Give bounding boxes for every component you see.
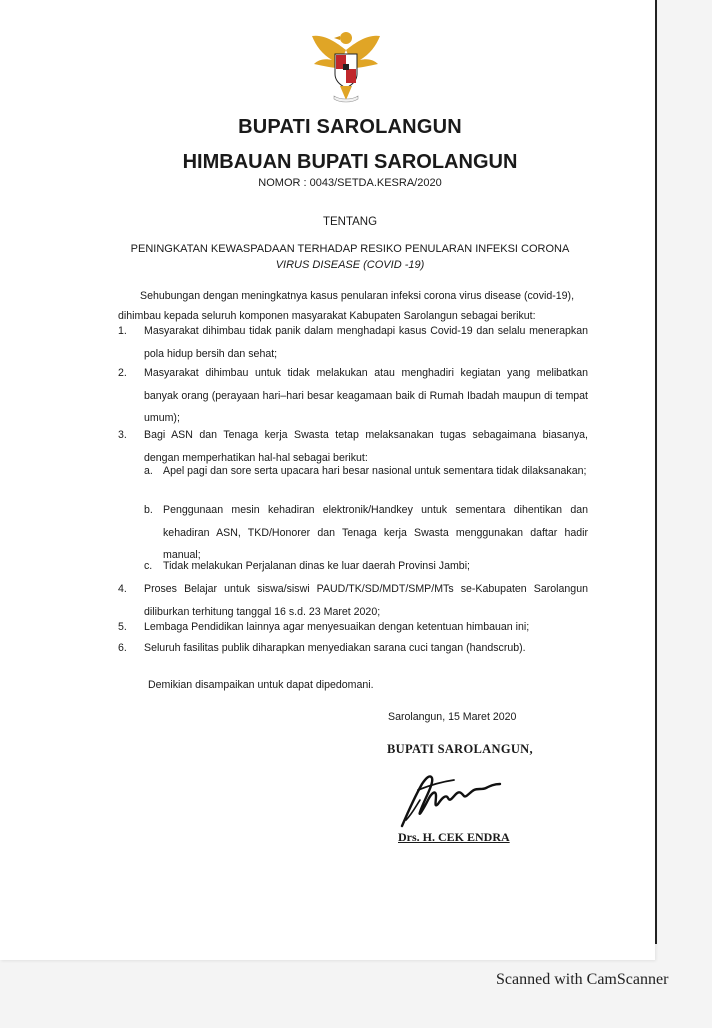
list-item-number: 3. <box>118 429 127 441</box>
intro-line-2: dihimbau kepada seluruh komponen masyarakat Kabupaten Sarolangun sebagai berikut: <box>118 310 536 322</box>
handwritten-signature <box>394 760 514 832</box>
closing-statement: Demikian disampaikan untuk dapat dipedomani. <box>148 679 374 691</box>
document-title: BUPATI SAROLANGUN <box>238 116 462 138</box>
list-item <box>118 637 588 660</box>
list-item-number: 6. <box>118 642 127 654</box>
list-item-text: Masyarakat dihimbau untuk tidak melakukan atau menghadiri kegiatan yang melibatkan banyak orang (perayaan hari–hari besar keagamaan baik di Rumah Ibadah maupun di tempat umum); <box>144 367 588 424</box>
sub-list-item <box>144 460 588 483</box>
page-edge-divider <box>655 0 657 944</box>
signatory-name: Drs. H. CEK ENDRA <box>398 830 510 844</box>
list-item <box>118 320 588 365</box>
list-item-number: 1. <box>118 325 127 337</box>
sub-list-item-letter: a. <box>144 465 153 477</box>
sub-list-item-letter: b. <box>144 504 153 516</box>
list-item-text: Masyarakat dihimbau tidak panik dalam menghadapi kasus Covid-19 dan selalu menerapkan pola hidup bersih dan sehat; <box>144 325 588 360</box>
sub-list-item-text: Penggunaan mesin kehadiran elektronik/Handkey untuk sementara dihentikan dan kehadiran ASN, TKD/Honorer dan Tenaga kerja Swasta menggunakan daftar hadir manual; <box>163 504 588 561</box>
list-item <box>118 616 588 639</box>
list-item-text: Proses Belajar untuk siswa/siswi PAUD/TK/SD/MDT/SMP/MTs se-Kabupaten Sarolangun diliburkan terhitung tanggal 16 s.d. 23 Maret 2020; <box>144 583 588 618</box>
subject-line-2: VIRUS DISEASE (COVID -19) <box>275 259 425 271</box>
list-item-text: Seluruh fasilitas publik diharapkan menyediakan sarana cuci tangan (handscrub). <box>144 642 526 654</box>
section-label-tentang: TENTANG <box>322 216 378 228</box>
list-item-number: 4. <box>118 583 127 595</box>
intro-line-1: Sehubungan dengan meningkatnya kasus penularan infeksi corona virus disease (covid-19), <box>140 290 575 302</box>
scanner-watermark: Scanned with CamScanner <box>496 971 669 988</box>
sub-list-item-letter: c. <box>144 560 153 572</box>
list-item-number: 2. <box>118 367 127 379</box>
list-item-number: 5. <box>118 621 127 633</box>
list-item-text: Bagi ASN dan Tenaga kerja Swasta tetap melaksanakan tugas sebagaimana biasanya, dengan memperhatikan hal-hal sebagai berikut: <box>144 429 588 464</box>
document-subtitle: HIMBAUAN BUPATI SAROLANGUN <box>182 151 518 173</box>
sub-list-item <box>144 555 588 578</box>
sub-list-item-text: Tidak melakukan Perjalanan dinas ke luar daerah Provinsi Jambi; <box>163 560 470 572</box>
document-number: NOMOR : 0043/SETDA.KESRA/2020 <box>258 177 442 189</box>
signatory-title: BUPATI SAROLANGUN, <box>387 742 533 756</box>
subject-line-1: PENINGKATAN KEWASPADAAN TERHADAP RESIKO PENULARAN INFEKSI CORONA <box>130 243 570 255</box>
list-item <box>118 362 588 430</box>
place-and-date: Sarolangun, 15 Maret 2020 <box>388 711 517 723</box>
garuda-emblem-icon <box>306 20 386 104</box>
list-item-text: Lembaga Pendidikan lainnya agar menyesuaikan dengan ketentuan himbauan ini; <box>144 621 530 633</box>
document-subject <box>130 241 570 273</box>
sub-list-item-text: Apel pagi dan sore serta upacara hari besar nasional untuk sementara tidak dilaksanakan; <box>163 465 587 477</box>
